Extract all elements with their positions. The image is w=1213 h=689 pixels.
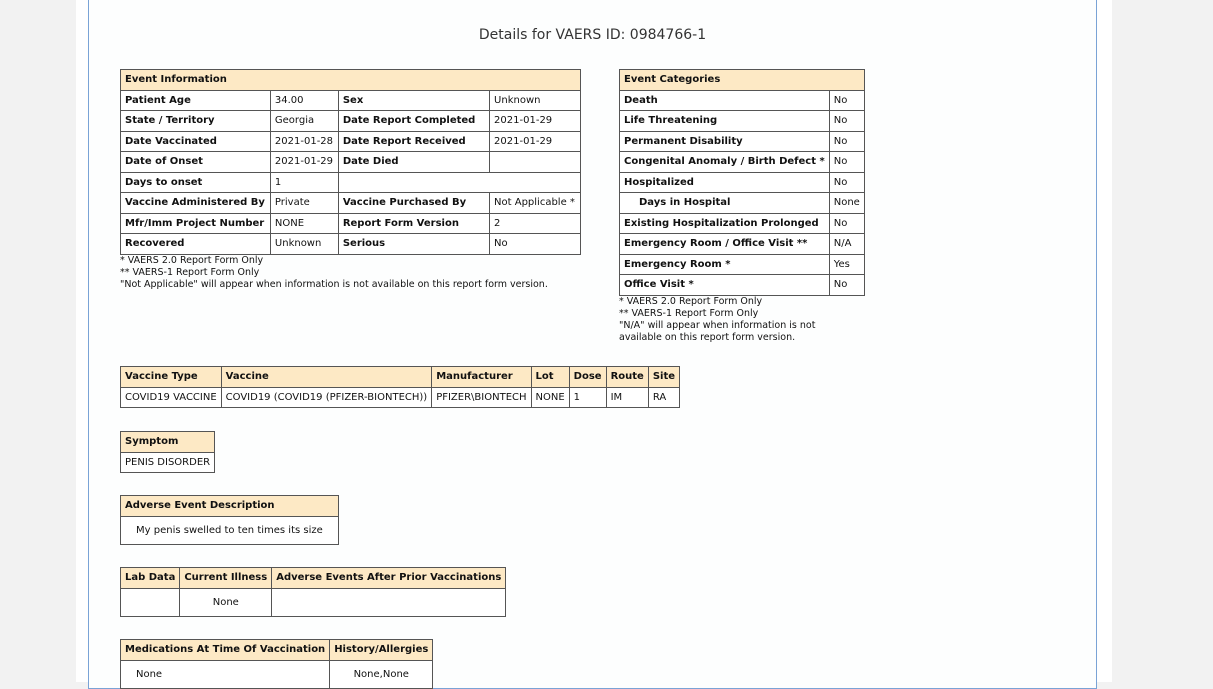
column-header: Route: [606, 367, 648, 388]
field-value: 2021-01-29: [490, 111, 581, 132]
category-label: Days in Hospital: [620, 193, 830, 214]
field-label: Days to onset: [121, 172, 271, 193]
category-label: Existing Hospitalization Prolonged: [620, 213, 830, 234]
event-information-header: Event Information: [121, 70, 581, 91]
category-label: Emergency Room *: [620, 254, 830, 275]
event-categories-table: [619, 69, 865, 296]
category-value: No: [829, 131, 864, 152]
table-row: [121, 588, 506, 616]
table-row: [620, 152, 865, 173]
event-information-notes: [120, 255, 548, 291]
medications-table: [120, 639, 433, 689]
adverse-event-header: Adverse Event Description: [121, 496, 339, 517]
field-label: Vaccine Purchased By: [338, 193, 489, 214]
event-information-table: [120, 69, 581, 255]
column-header: Dose: [569, 367, 606, 388]
field-value: 34.00: [270, 90, 338, 111]
table-cell: [272, 588, 506, 616]
footnote: "N/A" will appear when information is not: [619, 320, 816, 331]
table-row: [121, 193, 581, 214]
column-header: Adverse Events After Prior Vaccinations: [272, 568, 506, 589]
column-header: History/Allergies: [330, 640, 433, 661]
table-row: [620, 172, 865, 193]
column-header: Manufacturer: [432, 367, 531, 388]
category-label: Hospitalized: [620, 172, 830, 193]
event-categories-header: Event Categories: [620, 70, 865, 91]
empty-cell: [338, 172, 580, 193]
table-row: [121, 234, 581, 255]
table-cell: PFIZER\BIONTECH: [432, 387, 531, 408]
category-label: Emergency Room / Office Visit **: [620, 234, 830, 255]
category-value: No: [829, 172, 864, 193]
footnote: "Not Applicable" will appear when information is not available on this report form version.: [120, 279, 548, 290]
table-cell: 1: [569, 387, 606, 408]
column-header: Vaccine: [221, 367, 432, 388]
page-title: Details for VAERS ID: 0984766-1: [478, 27, 707, 43]
field-label: Report Form Version: [338, 213, 489, 234]
symptom-table: [120, 431, 215, 473]
category-value: No: [829, 90, 864, 111]
column-header: Current Illness: [180, 568, 272, 589]
table-cell: COVID19 VACCINE: [121, 387, 222, 408]
category-value: Yes: [829, 254, 864, 275]
table-row: [620, 213, 865, 234]
column-header: Medications At Time Of Vaccination: [121, 640, 330, 661]
category-label: Congenital Anomaly / Birth Defect *: [620, 152, 830, 173]
vaccine-table: [120, 366, 680, 408]
category-value: No: [829, 213, 864, 234]
field-label: Sex: [338, 90, 489, 111]
adverse-event-description: My penis swelled to ten times its size: [121, 516, 339, 544]
table-cell: COVID19 (COVID19 (PFIZER-BIONTECH)): [221, 387, 432, 408]
footnote: * VAERS 2.0 Report Form Only: [120, 255, 264, 266]
table-row: [620, 193, 865, 214]
table-cell: None: [121, 660, 330, 688]
footnote: * VAERS 2.0 Report Form Only: [619, 296, 763, 307]
table-row: [620, 90, 865, 111]
field-label: Vaccine Administered By: [121, 193, 271, 214]
field-value: 2021-01-29: [270, 152, 338, 173]
table-header-row: [121, 367, 680, 388]
table-row: [121, 660, 433, 688]
table-cell: NONE: [531, 387, 569, 408]
event-categories-notes: [619, 296, 815, 344]
table-row: [620, 234, 865, 255]
category-value: No: [829, 152, 864, 173]
field-value: 2021-01-29: [490, 131, 581, 152]
field-value: Not Applicable *: [490, 193, 581, 214]
lab-data-table: [120, 567, 506, 617]
symptom-value: PENIS DISORDER: [121, 452, 215, 473]
field-label: Serious: [338, 234, 489, 255]
field-label: Date Report Received: [338, 131, 489, 152]
category-label: Death: [620, 90, 830, 111]
field-label: Patient Age: [121, 90, 271, 111]
table-row: [620, 111, 865, 132]
field-label: Mfr/Imm Project Number: [121, 213, 271, 234]
table-row: [121, 90, 581, 111]
table-cell: RA: [648, 387, 679, 408]
table-row: [620, 275, 865, 296]
category-value: No: [829, 111, 864, 132]
table-row: [121, 131, 581, 152]
category-label: Life Threatening: [620, 111, 830, 132]
column-header: Lab Data: [121, 568, 180, 589]
footnote: available on this report form version.: [619, 332, 796, 343]
field-label: Date Report Completed: [338, 111, 489, 132]
table-row: [620, 131, 865, 152]
field-value: Georgia: [270, 111, 338, 132]
category-value: No: [829, 275, 864, 296]
field-label: Date Vaccinated: [121, 131, 271, 152]
field-value: Unknown: [490, 90, 581, 111]
field-label: Date of Onset: [121, 152, 271, 173]
field-value: [490, 152, 581, 173]
footnote: ** VAERS-1 Report Form Only: [619, 308, 759, 319]
table-cell: None,None: [330, 660, 433, 688]
field-value: NONE: [270, 213, 338, 234]
field-value: No: [490, 234, 581, 255]
adverse-event-table: [120, 495, 339, 545]
category-label: Permanent Disability: [620, 131, 830, 152]
table-header-row: [121, 568, 506, 589]
symptom-header: Symptom: [121, 432, 215, 453]
field-value: 2: [490, 213, 581, 234]
category-label: Office Visit *: [620, 275, 830, 296]
field-value: Private: [270, 193, 338, 214]
table-cell: IM: [606, 387, 648, 408]
table-row: [121, 172, 581, 193]
category-value: N/A: [829, 234, 864, 255]
table-row: [121, 387, 680, 408]
table-row: [620, 254, 865, 275]
field-label: State / Territory: [121, 111, 271, 132]
footnote: ** VAERS-1 Report Form Only: [120, 267, 260, 278]
column-header: Lot: [531, 367, 569, 388]
field-label: Recovered: [121, 234, 271, 255]
table-cell: [121, 588, 180, 616]
table-header-row: [121, 640, 433, 661]
column-header: Vaccine Type: [121, 367, 222, 388]
table-row: [121, 111, 581, 132]
table-row: [121, 213, 581, 234]
table-cell: None: [180, 588, 272, 616]
field-value: 2021-01-28: [270, 131, 338, 152]
table-row: [121, 152, 581, 173]
column-header: Site: [648, 367, 679, 388]
field-value: 1: [270, 172, 338, 193]
category-value: None: [829, 193, 864, 214]
table-row: [121, 452, 215, 473]
field-value: Unknown: [270, 234, 338, 255]
field-label: Date Died: [338, 152, 489, 173]
table-row: [121, 516, 339, 544]
